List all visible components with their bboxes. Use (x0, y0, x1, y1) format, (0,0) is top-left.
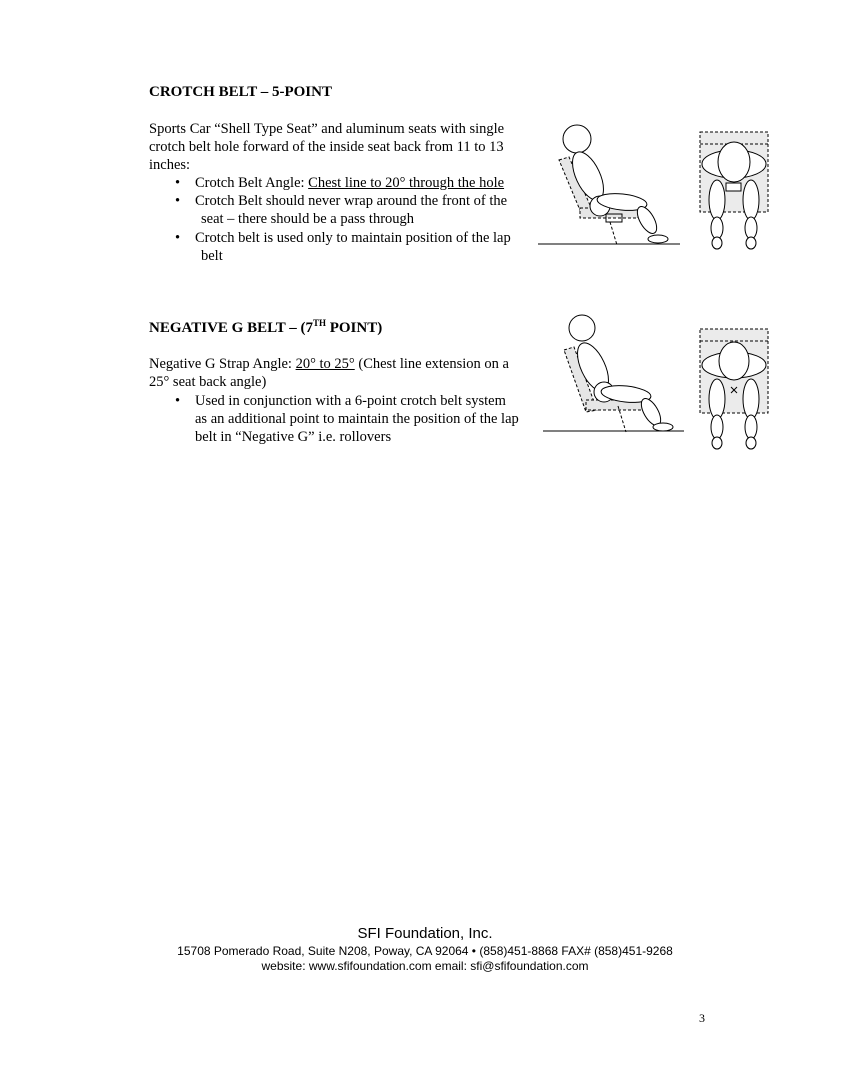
intro-line: inches: (149, 157, 191, 173)
intro-line: Sports Car “Shell Type Seat” and aluminum seats with single (149, 121, 505, 137)
crotch-bullet-lap-belt (175, 229, 511, 265)
crotch-bullet-angle (175, 174, 505, 192)
bullet-dot: • (175, 230, 181, 246)
bullet-dot: • (175, 393, 181, 409)
intro-line (149, 355, 509, 373)
crotch-belt-intro (149, 120, 504, 174)
side-view-negative-g-figure (540, 312, 690, 442)
bullet-dot: • (175, 175, 181, 191)
side-view-crotch-belt-figure (535, 120, 685, 250)
intro-underlined: 20° to 25° (295, 356, 355, 372)
crotch-bullet-no-wrap (175, 192, 508, 228)
negative-g-intro (149, 355, 509, 391)
bullet-line: seat – there should be a pass through (201, 211, 415, 227)
bullet-dot: • (175, 193, 181, 209)
intro-prefix: Negative G Strap Angle: (149, 356, 296, 372)
bullet-line: belt (201, 248, 223, 264)
top-view-negative-g-figure (698, 327, 772, 452)
intro-line: crotch belt hole forward of the inside seat back from 11 to 13 (149, 139, 504, 155)
bullet-underlined-text: Chest line to 20° through the hole (308, 175, 505, 191)
bullet-prefix: Crotch Belt Angle: (195, 175, 309, 191)
bullet-line: Crotch belt is used only to maintain position of the lap (195, 230, 511, 246)
bullet-line: as an additional point to maintain the position of the lap (195, 411, 519, 427)
bullet-line: Used in conjunction with a 6-point crotch belt system (195, 393, 506, 409)
bullet-line: Crotch Belt should never wrap around the front of the (195, 193, 508, 209)
heading-main: NEGATIVE G BELT – (7 (149, 320, 313, 336)
negative-g-bullet (175, 392, 519, 446)
section-heading-crotch-belt: CROTCH BELT – 5-POINT (149, 84, 332, 100)
footer-address: 15708 Pomerado Road, Suite N208, Poway, CA 92064 • (858)451-8868 FAX# (858)451-9268 (177, 944, 673, 958)
footer-org-name: SFI Foundation, Inc. (357, 925, 493, 942)
intro-line: 25° seat back angle) (149, 374, 267, 390)
bullet-line: belt in “Negative G” i.e. rollovers (195, 429, 392, 445)
heading-end: POINT) (325, 320, 383, 336)
page-number: 3 (699, 1011, 705, 1025)
section-heading-negative-g-belt (149, 318, 382, 337)
top-view-crotch-belt-figure (698, 130, 772, 252)
heading-superscript: TH (312, 318, 326, 328)
intro-rest: (Chest line extension on a (354, 356, 509, 372)
footer-contact: website: www.sfifoundation.com email: sfi@sfifoundation.com (261, 959, 589, 973)
